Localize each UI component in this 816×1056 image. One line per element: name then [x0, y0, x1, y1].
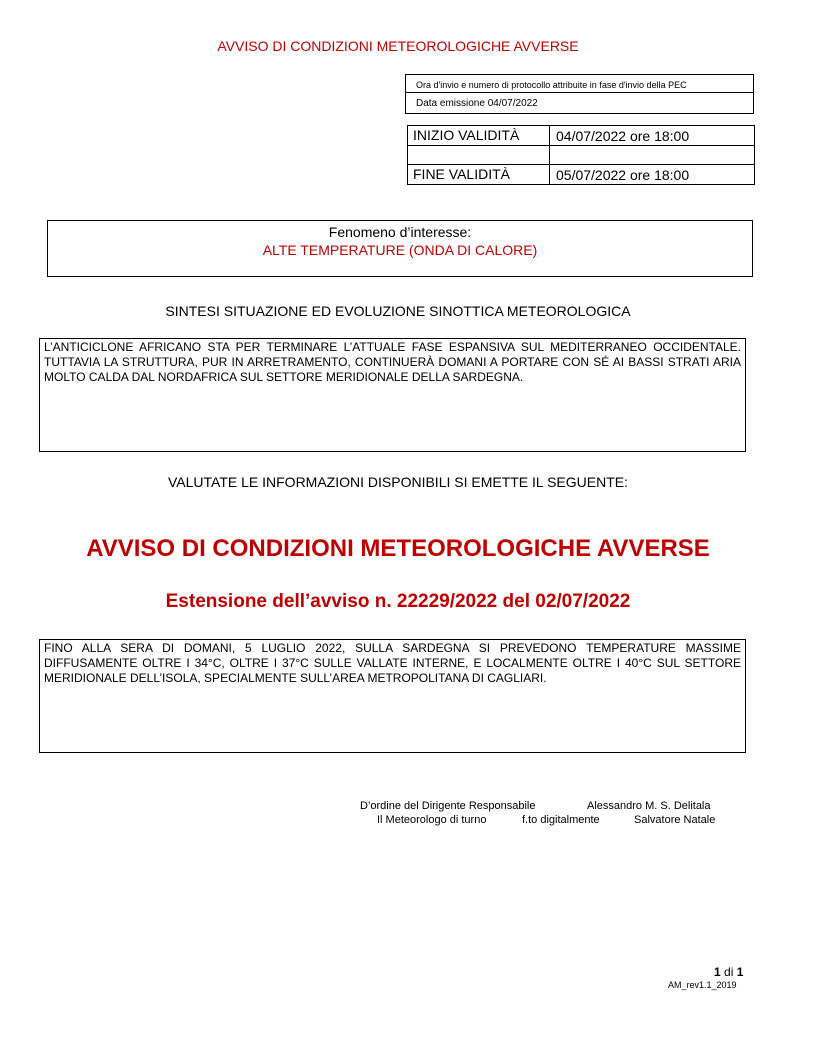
- validity-row-line: [408, 164, 754, 165]
- header-title: AVVISO DI CONDIZIONI METEOROLOGICHE AVVERSE: [217, 38, 579, 54]
- validity-table: [407, 125, 755, 185]
- validity-start-value: 04/07/2022 ore 18:00: [556, 128, 690, 144]
- notice-box: [39, 639, 746, 753]
- evaluation-heading: VALUTATE LE INFORMAZIONI DISPONIBILI SI EMETTE IL SEGUENTE:: [167, 474, 628, 490]
- page-current: 1: [714, 965, 721, 979]
- phenomenon-label: Fenomeno d’interesse:: [328, 224, 472, 240]
- signature-line2-name: Salvatore Natale: [634, 814, 716, 826]
- page-total: 1: [736, 965, 744, 979]
- protocol-note: Ora d'invio e numero di protocollo attribuite in fase d'invio della PEC: [406, 75, 753, 93]
- signature-line2-label: Il Meteorologo di turno: [377, 814, 487, 826]
- validity-end-label: FINE VALIDITÀ: [413, 166, 510, 182]
- validity-end-value: 05/07/2022 ore 18:00: [556, 167, 690, 183]
- page-number: [714, 965, 743, 979]
- validity-row-line: [408, 145, 754, 146]
- signature-line2-mid: f.to digitalmente: [522, 814, 600, 826]
- phenomenon-value: ALTE TEMPERATURE (ONDA DI CALORE): [262, 242, 538, 258]
- revision-code: AM_rev1.1_2019: [668, 980, 737, 990]
- synopsis-box: [39, 338, 746, 452]
- page-sep: di: [724, 965, 734, 979]
- synopsis-text: L’ANTICICLONE AFRICANO STA PER TERMINARE L’ATTUALE FASE ESPANSIVA SUL MEDITERRANEO OCCIDENTALE. TUTTAVIA LA STRUTTURA, PUR IN ARRETRAMENTO, CONTINUERÀ DOMANI A PORTARE CON SÉ AI BASSI STRATI ARIA MOLTO CALDA DAL NORDAFRICA SUL SETTORE MERIDIONALE DELLA SARDEGNA.: [44, 340, 741, 384]
- signature-line1-label: D’ordine del Dirigente Responsabile: [360, 800, 536, 812]
- validity-start-label: INIZIO VALIDITÀ: [413, 127, 520, 143]
- signature-line1-name: Alessandro M. S. Delitala: [587, 800, 711, 812]
- notice-text: FINO ALLA SERA DI DOMANI, 5 LUGLIO 2022, SULLA SARDEGNA SI PREVEDONO TEMPERATURE MASSIME DIFFUSAMENTE OLTRE I 34°C, OLTRE I 37°C SULLE VALLATE INTERNE, E LOCALMENTE OLTRE I 40°C SUL SETTORE MERIDIONALE DELL’ISOLA, SPECIALMENTE SULL’AREA METROPOLITANA DI CAGLIARI.: [44, 641, 741, 685]
- emission-date: Data emissione 04/07/2022: [416, 98, 538, 109]
- extension-title: Estensione dell’avviso n. 22229/2022 del 02/07/2022: [165, 591, 631, 612]
- protocol-box: [405, 74, 754, 114]
- notice-title: AVVISO DI CONDIZIONI METEOROLOGICHE AVVERSE: [86, 535, 710, 562]
- phenomenon-box: [47, 220, 753, 277]
- synopsis-heading: SINTESI SITUAZIONE ED EVOLUZIONE SINOTTICA METEOROLOGICA: [165, 303, 631, 319]
